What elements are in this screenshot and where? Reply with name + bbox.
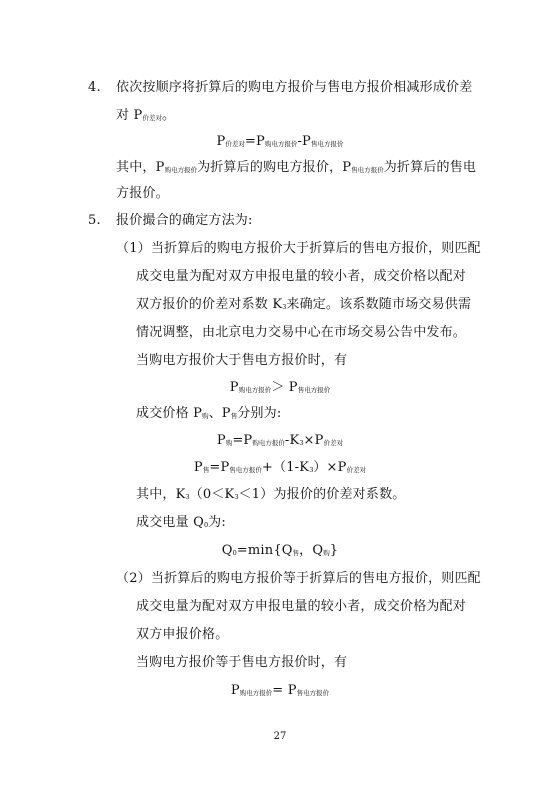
formula-equality: P购电方报价= P售电方报价 — [230, 683, 330, 698]
case-2-line-3: 双方申报价格。 — [136, 627, 229, 642]
formula-price-spread: P价差对=P购电方报价-P售电方报价 — [216, 134, 344, 149]
case-1-line-4: 情况调整，由北京电力交易中心在市场交易公告中发布。 — [136, 325, 467, 340]
item-4-line-1: 依次按顺序将折算后的购电方报价与售电方报价相减形成价差 — [116, 80, 473, 95]
where-k3: 其中，$K_3(0<K_3<1)$为报价的价差对系数。 — [136, 487, 406, 502]
formula-buy-price: P购=P购电方报价$-K_3\times P$价差对 — [216, 433, 344, 448]
case-1-line-3: 双方报价的价差对系数 $K_3$来确定。该系数随市场交易供需 — [136, 297, 472, 312]
case-2-line-2: 成交电量为配对双方申报电量的较小者，成交价格为配对 — [136, 599, 467, 614]
case-1-line-1: （1）当折算后的购电方报价大于折算后的售电方报价，则匹配 — [116, 241, 481, 256]
page-number: 27 — [273, 731, 287, 742]
case-1-line-2: 成交电量为配对双方申报电量的较小者，成交价格以配对 — [136, 269, 467, 284]
quantity-intro: 成交电量 $Q_0$为: — [136, 515, 226, 530]
case-2-line-4: 当购电方报价等于售电方报价时，有 — [136, 655, 348, 670]
case-1-line-5: 当购电方报价大于售电方报价时，有 — [136, 353, 348, 368]
where-clause-line-2: 方报价。 — [116, 186, 169, 201]
formula-quantity: $Q_0=\min\{Q$售，Q购} — [221, 543, 339, 558]
formula-sell-price: P售=P售电方报价$+(1-K_3)\times P$价差对 — [193, 460, 367, 475]
item-5-heading: 报价撮合的确定方法为: — [116, 213, 253, 228]
item-5-number: 5. — [88, 213, 101, 228]
item-4-number: 4. — [88, 80, 101, 95]
formula-inequality: P购电方报价＞ P售电方报价 — [229, 380, 331, 395]
price-intro: 成交价格 P购、P售分别为: — [136, 406, 282, 421]
item-4-line-2: 对 P价差对。 — [116, 108, 176, 123]
where-clause-line-1: 其中，P购电方报价为折算后的购电方报价，P售电方报价为折算后的售电 — [116, 160, 477, 175]
case-2-line-1: （2）当折算后的购电方报价等于折算后的售电方报价，则匹配 — [116, 571, 481, 586]
